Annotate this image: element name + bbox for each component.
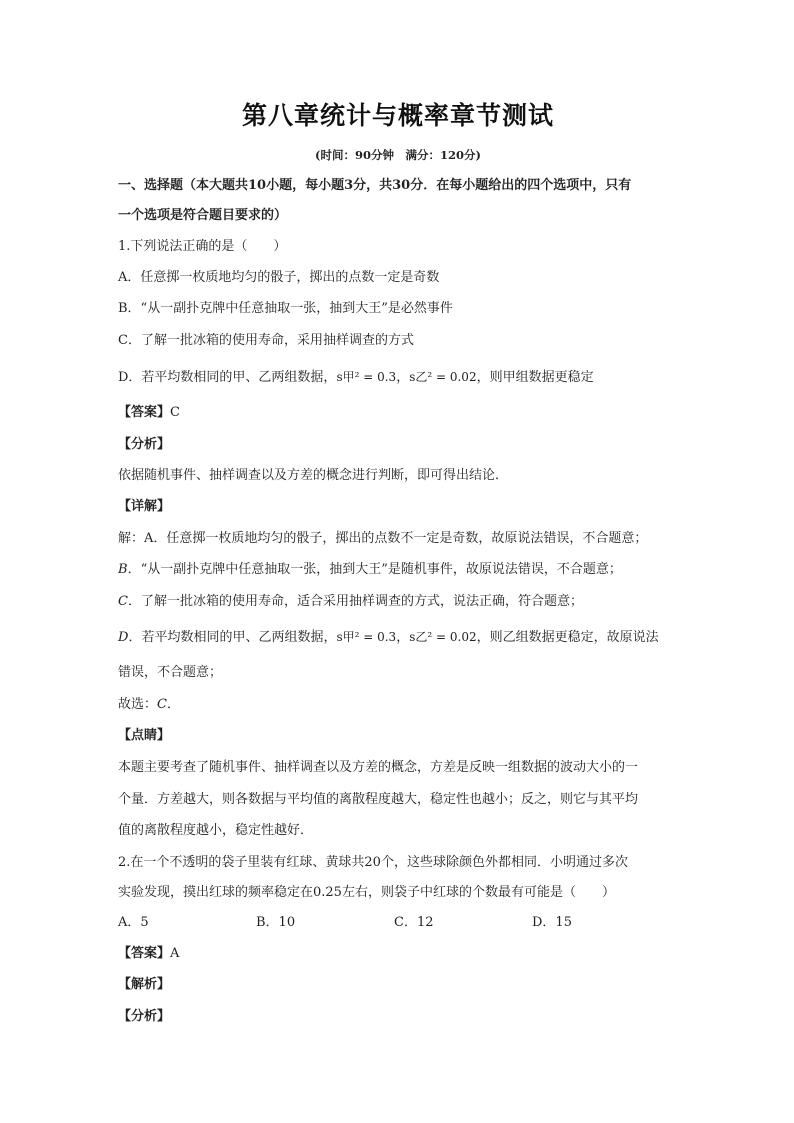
q1-analysis-text: 依据随机事件、抽样调查以及方差的概念进行判断，即可得出结论． xyxy=(118,468,509,483)
q2-choice-a: A．5 xyxy=(118,915,149,930)
q1-option-d-prefix: D．若平均数相同的甲、乙两组数据， xyxy=(118,370,337,385)
q1-detail-c-letter: C xyxy=(118,594,128,609)
q1-option-c: C．了解一批冰箱的使用寿命，采用抽样调查的方式 xyxy=(118,333,414,348)
q1-option-d: D．若平均数相同的甲、乙两组数据，s甲² = 0.3，s乙² = 0.02，则甲组数据更稳定 xyxy=(118,370,594,385)
q2-answer-label: 【答案】 xyxy=(118,946,171,961)
q1-answer xyxy=(118,404,180,422)
q1-analysis-label: 【分析】 xyxy=(118,437,171,452)
section-heading-line-1: 一、选择题（本大题共10小题，每小题3分，共30分．在每小题给出的四个选项中，只有 xyxy=(118,178,632,193)
q1-detail-a: 解：A．任意掷一枚质地均匀的骰子，掷出的点数不一定是奇数，故原说法错误，不合题意； xyxy=(118,531,648,546)
q1-detail-c xyxy=(118,593,583,611)
q1-answer-label: 【答案】 xyxy=(118,405,171,420)
q1-detail-d-continued: 错误，不合题意； xyxy=(118,665,223,680)
q2-choices xyxy=(118,914,670,932)
q1-detail-d-letter: D xyxy=(118,630,129,645)
q2-stem-line-1: 2.在一个不透明的袋子里装有红球、黄球共20个，这些球除颜色外都相同．小明通过多次 xyxy=(118,855,628,870)
q1-detail-b-text: ．“从一副扑克牌中任意抽取一张，抽到大王”是随机事件，故原说法错误，不合题意； xyxy=(127,562,622,577)
q2-solution-label: 【解析】 xyxy=(118,977,171,992)
q1-detail-d-variance-b: s乙² = 0.02 xyxy=(409,630,477,644)
q1-detail-d-suffix: ，则乙组数据更稳定，故原说法 xyxy=(476,630,659,645)
q1-comment-label: 【点睛】 xyxy=(118,728,171,743)
q1-detail-b-letter: B xyxy=(118,562,128,577)
q1-choose-prefix: 故选： xyxy=(118,697,158,712)
q1-comment-line-3: 值的离散程度越小，稳定性越好． xyxy=(118,823,314,838)
q1-detail-d: D．若平均数相同的甲、乙两组数据，s甲² = 0.3，s乙² = 0.02，则乙组数据更稳定，故原说法 xyxy=(118,630,659,645)
q2-analysis-label: 【分析】 xyxy=(118,1009,171,1024)
q1-choose-letter: C xyxy=(157,697,167,712)
q1-option-a: A．任意掷一枚质地均匀的骰子，掷出的点数一定是奇数 xyxy=(118,270,440,285)
q2-answer xyxy=(118,945,179,963)
q2-stem-line-2: 实验发现，摸出红球的频率稳定在0.25左右，则袋子中红球的个数最有可能是（ ） xyxy=(118,885,615,900)
section-heading-line-2: 一个选项是符合题目要求的） xyxy=(118,208,288,223)
q1-option-d-suffix: ，则甲组数据更稳定 xyxy=(476,370,594,385)
document-title: 第八章统计与概率章节测试 xyxy=(241,101,554,130)
q1-detail-d-prefix: ．若平均数相同的甲、乙两组数据， xyxy=(128,630,337,645)
q2-choice-c: C．12 xyxy=(394,915,434,930)
q1-option-d-variance-a: s甲² = 0.3 xyxy=(336,370,397,384)
document-subtitle: (时间：90分钟 满分：120分) xyxy=(315,148,481,162)
q1-detail-d-variance-a: s甲² = 0.3 xyxy=(336,630,397,644)
q1-detail-c-text: ．了解一批冰箱的使用寿命，适合采用抽样调查的方式，说法正确，符合题意； xyxy=(127,594,583,609)
q1-comment-line-2: 个量．方差越大，则各数据与平均值的离散程度越大，稳定性也越小；反之，则它与其平均 xyxy=(118,792,639,807)
q1-detail-b xyxy=(118,561,622,579)
q1-answer-value: C xyxy=(170,405,180,420)
q1-option-d-variance-b: s乙² = 0.02 xyxy=(409,370,477,384)
q1-stem: 1.下列说法正确的是（ ） xyxy=(118,239,287,254)
q1-comment-line-1: 本题主要考查了随机事件、抽样调查以及方差的概念，方差是反映一组数据的波动大小的一 xyxy=(118,760,639,775)
q1-choose xyxy=(118,696,180,714)
q2-choice-d: D．15 xyxy=(532,915,572,930)
q2-choice-b: B．10 xyxy=(256,915,296,930)
q1-choose-suffix: ． xyxy=(166,697,180,712)
q1-option-b: B．“从一副扑克牌中任意抽取一张，抽到大王”是必然事件 xyxy=(118,301,453,316)
q2-answer-value: A xyxy=(170,946,180,961)
q1-detail-label: 【详解】 xyxy=(118,499,171,514)
